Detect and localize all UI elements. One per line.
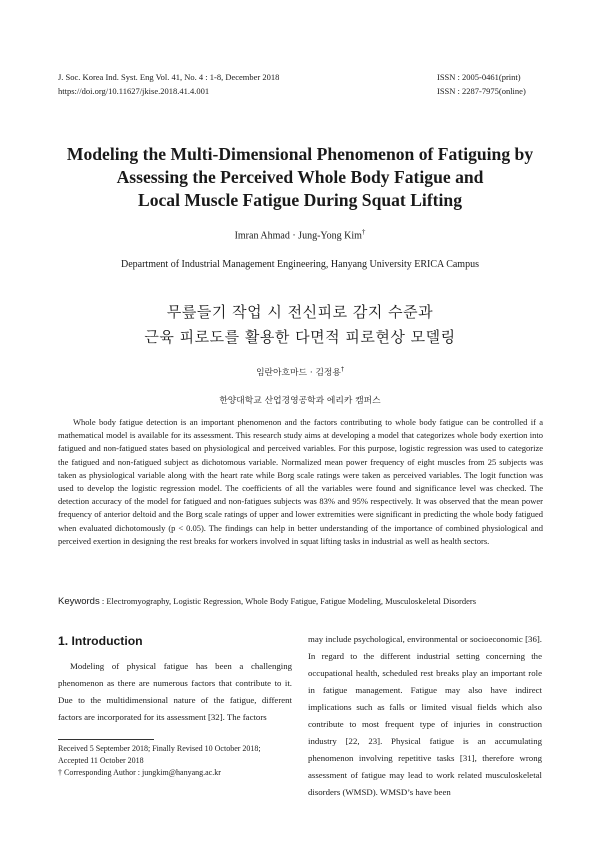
authors-english xyxy=(0,228,600,241)
footnote-divider xyxy=(58,739,154,740)
intro-paragraph-left: Modeling of physical fatigue has been a challenging phenomenon as there are numerous factors that contribute to it. Due to the multidimensional nature of the fatigue, different factors are incorporated for its assessment [32]. The factors xyxy=(58,661,292,722)
paper-title-korean xyxy=(0,300,600,350)
keywords-text: Electromyography, Logistic Regression, Whole Body Fatigue, Fatigue Modeling, Musculoskeletal Disorders xyxy=(106,596,477,606)
abstract: Whole body fatigue detection is an important phenomenon and the factors contributing to whole body fatigue can be controlled if a mathematical model is available for its assessment. This research study aims at developing a model that categorizes whole body exertion into fatigued and non-fatigued states based on physiological and perceived variables. For this purpose, logistic regression was used to categorize the fatigued and non-fatigued subject as dichotomous variable. Normalized mean power frequency of eight muscles from 25 subjects was taken as physiological variable along with the heart rate while Borg scale ratings were taken as perceived variables. The logit function was used to develop the logistic regression model. The coefficients of all the variables were found and significance level was checked. The detection accuracy of the model for fatigued and non-fatigues subjects was 83% and 95% respectively. It was observed that the mean power frequency of anterior deltoid and the Borg scale ratings of upper and lower extremities were significant in predicting the whole body fatigued when evaluated dichotomously (p < 0.05). The findings can help in better understanding of the importance of combined physiological and perceived exertion in designing the rest breaks for workers involved in squat lifting tasks in industrial as well as health sectors. xyxy=(58,417,543,546)
keywords-line xyxy=(58,596,543,607)
corresponding-mark: † xyxy=(361,228,366,236)
doi-link[interactable]: https://doi.org/10.11627/jkise.2018.41.4.001 xyxy=(58,86,210,96)
title-line-2: Assessing the Perceived Whole Body Fatigue and xyxy=(116,167,484,187)
footnote-corresponding: † Corresponding Author : jungkim@hanyang.ac.kr xyxy=(58,768,221,777)
issn-print: ISSN : 2005-0461(print) xyxy=(437,72,521,82)
paper-title-english xyxy=(40,143,560,212)
footnote-accepted: Accepted 11 October 2018 xyxy=(58,756,144,765)
keywords-separator: : xyxy=(99,596,107,606)
section-heading-introduction: 1. Introduction xyxy=(58,634,143,648)
title-line-3: Local Muscle Fatigue During Squat Lifting xyxy=(137,190,463,210)
affiliation-english: Department of Industrial Management Engineering, Hanyang University ERICA Campus xyxy=(121,259,479,270)
journal-citation: J. Soc. Korea Ind. Syst. Eng Vol. 41, No. 4 : 1-8, December 2018 xyxy=(58,72,280,82)
intro-paragraph-right: may include psychological, environmental or socioeconomic [36]. In regard to the different industrial setting concerning the occupational health, scheduled rest breaks play an important role in fatigue management. Fatigue may also have indirect implications such as falls or limited visual fields which also contribute to most frequent type of injuries in construction industry [22, 23]. Physical fatigue is an accumulating phenomenon involving repetitive tasks [31], therefore wrong assessment of fatigue may lead to work related musculoskeletal disorders (WMSD). WMSD’s have been xyxy=(308,634,542,797)
author-names-korean: 임란아흐마드 · 김정용 xyxy=(256,368,341,378)
title-line-1: Modeling the Multi-Dimensional Phenomenon of Fatiguing by xyxy=(66,144,534,164)
title-ko-line-1: 무릎들기 작업 시 전신피로 감지 수준과 xyxy=(166,303,434,321)
author-names: Imran Ahmad · Jung-Yong Kim xyxy=(234,230,362,242)
footnote-received: Received 5 September 2018; Finally Revised 10 October 2018; xyxy=(58,744,261,753)
title-ko-line-2: 근육 피로도를 활용한 다면적 피로현상 모델링 xyxy=(144,328,456,346)
corresponding-mark-korean: † xyxy=(340,366,344,374)
body-column-right xyxy=(308,631,542,801)
issn-online: ISSN : 2287-7975(online) xyxy=(437,86,526,96)
authors-korean xyxy=(0,365,600,378)
keywords-label: Keywords xyxy=(58,596,100,607)
affiliation-korean: 한양대학교 산업경영공학과 에리카 캠퍼스 xyxy=(219,396,381,406)
footnotes xyxy=(58,743,292,779)
body-column-left xyxy=(58,658,292,726)
